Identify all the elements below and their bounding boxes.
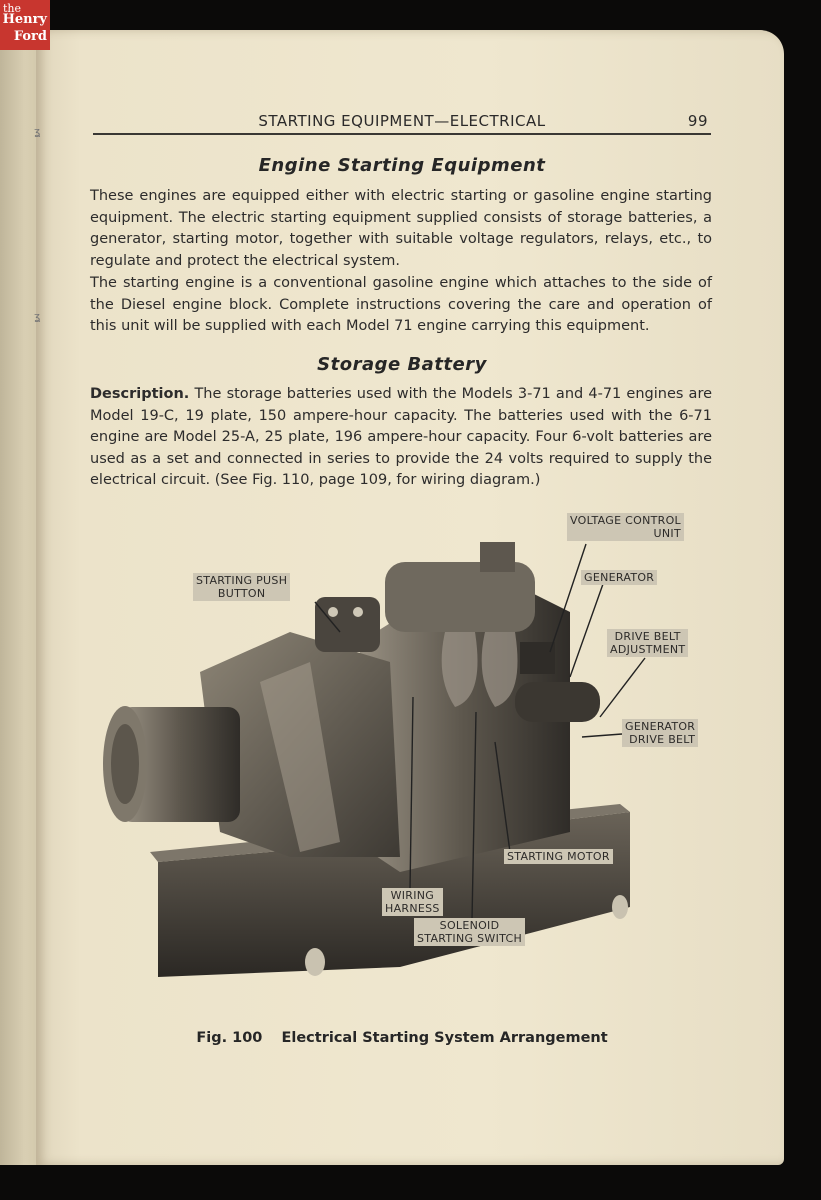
label-voltage-control-line2: UNIT (653, 527, 681, 540)
label-gen-drive-line1: GENERATOR (625, 720, 696, 733)
label-starting-motor: STARTING MOTOR (504, 849, 613, 864)
label-solenoid-line2: STARTING SWITCH (417, 932, 523, 945)
henry-ford-logo (0, 0, 50, 50)
label-wiring-line2: HARNESS (385, 902, 440, 915)
section-title-engine-starting: Engine Starting Equipment (258, 155, 546, 176)
label-solenoid-starting-switch (414, 918, 525, 946)
label-voltage-control-unit (567, 513, 684, 541)
paragraph-storage-battery (90, 384, 712, 492)
label-starting-push-line1: STARTING PUSH (196, 574, 288, 587)
gutter-mark: ʓ (34, 125, 41, 138)
figure-caption (93, 1030, 711, 1046)
label-gen-drive-line2: DRIVE BELT (629, 733, 696, 746)
description-lead: Description. (90, 386, 190, 402)
label-voltage-control-line1: VOLTAGE CONTROL (570, 514, 681, 527)
logo-ford: Ford (13, 29, 47, 44)
engine-figure (100, 512, 700, 997)
label-starting-push-button (193, 573, 290, 601)
gutter-mark: ʓ (34, 310, 41, 323)
page-number: 99 (687, 112, 708, 130)
figure-caption-text: Electrical Starting System Arrangement (281, 1030, 608, 1046)
running-title: STARTING EQUIPMENT—ELECTRICAL (258, 112, 546, 130)
label-drive-belt-adjustment (607, 629, 688, 657)
logo-the: the (3, 2, 22, 15)
storage-battery-text: The storage batteries used with the Models 3-71 and 4-71 engines are Model 19-C, 19 plate, 150 ampere-hour capacity. The batteries used with the 6-71 engine are Model 25-A, 25 plate, 196 ampere-hour capacity. Four 6-volt batteries are used as a set and connected in series to provide the 24 volts required to supply the electrical circuit. (See Fig. 110, page 109, for wiring diagram.) (90, 386, 713, 488)
figure-number: Fig. 100 (196, 1030, 263, 1046)
paragraph-engine-starting-1: These engines are equipped either with electric starting or gasoline engine starting equipment. The electric starting equipment supplied consists of storage batteries, a generator, starting motor, together with suitable voltage regulators, relays, etc., to regulate and protect the electrical system. (90, 188, 712, 269)
label-wiring-harness (382, 888, 443, 916)
label-generator: GENERATOR (581, 570, 657, 585)
section-title-storage-battery: Storage Battery (317, 354, 487, 375)
paragraph-engine-starting-2: The starting engine is a conventional gasoline engine which attaches to the side of the Diesel engine block. Complete instructions covering the care and operation of this unit will be supplied with each Model 71 engine carrying this equipment. (90, 275, 712, 334)
label-drive-belt-line1: DRIVE BELT (614, 630, 681, 643)
logo-henry: Henry (2, 12, 47, 27)
label-wiring-line1: WIRING (390, 889, 435, 902)
label-solenoid-line1: SOLENOID (439, 919, 500, 932)
label-starting-push-line2: BUTTON (217, 587, 266, 600)
label-drive-belt-line2: ADJUSTMENT (610, 643, 686, 656)
label-generator-drive-belt (622, 719, 698, 747)
running-header (93, 112, 711, 135)
